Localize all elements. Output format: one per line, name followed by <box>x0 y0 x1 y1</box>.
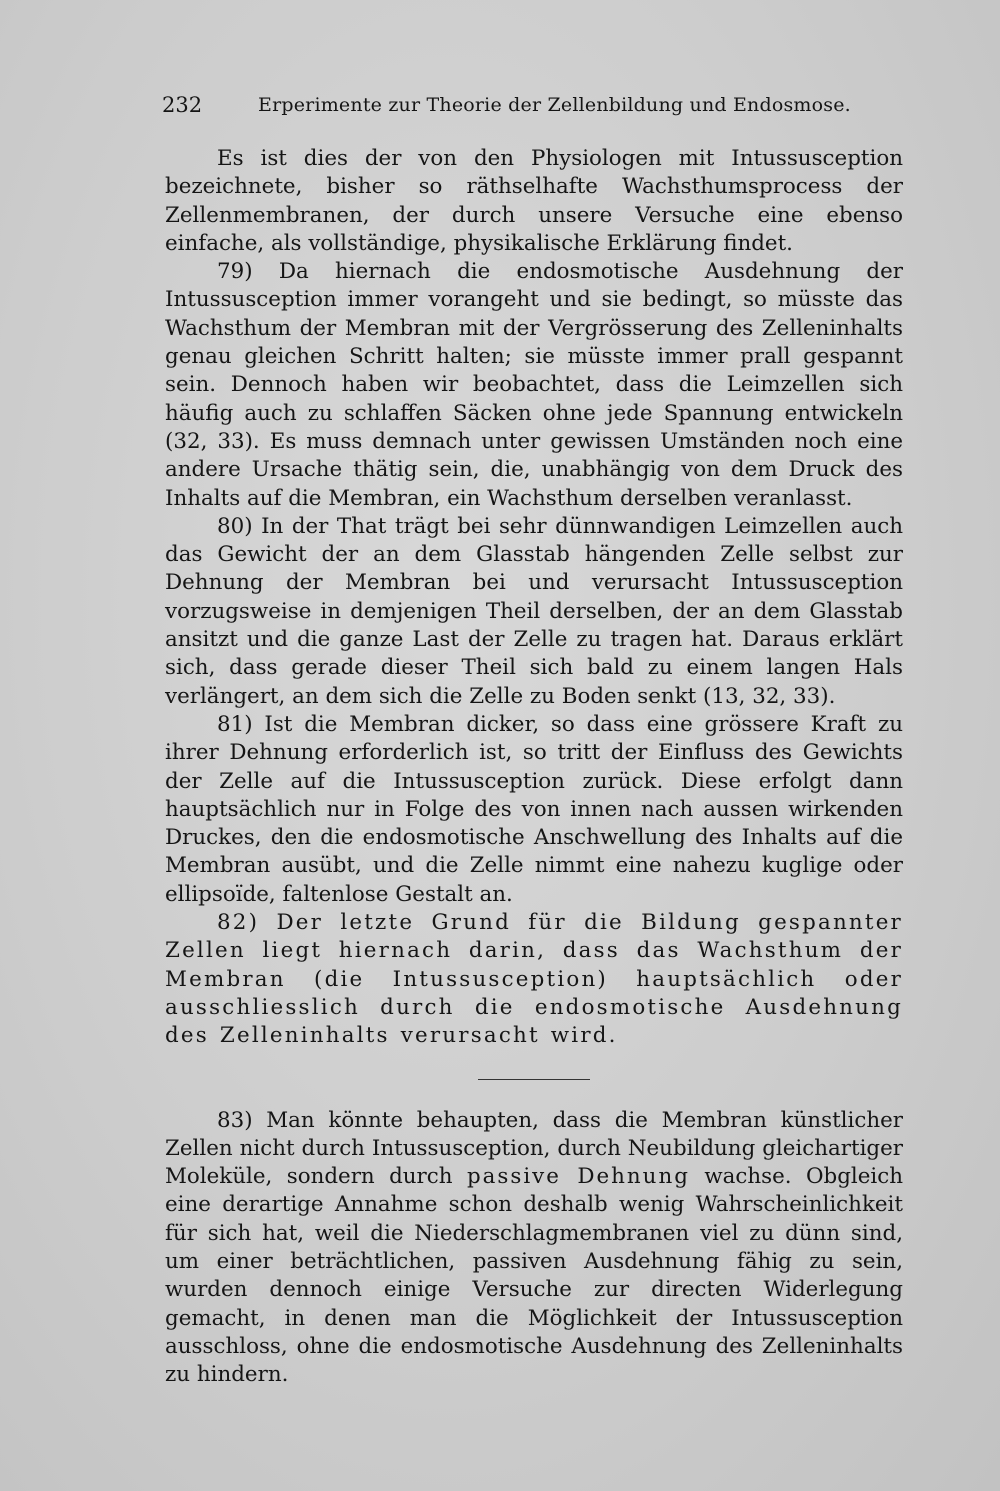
paragraph-83 <box>165 1107 903 1390</box>
body-text <box>165 145 903 1389</box>
paragraph-81: 81) Ist die Membran dicker, so dass eine grössere Kraft zu ihrer Dehnung erforderlich ist, so tritt der Einfluss des Gewichts der Zelle auf die Intussusception zurück. Diese erfolgt dann hauptsächlich nur in Folge des von innen nach aussen wirkenden Druckes, den die endosmotische Anschwellung des Inhalts auf die Membran ausübt, und die Zelle nimmt eine nahezu kuglige oder ellipsoïde, faltenlose Gestalt an. <box>165 711 903 907</box>
paragraph-83-emphasis: passive Dehnung <box>466 1164 690 1190</box>
running-head <box>162 90 902 120</box>
paragraph-intro: Es ist dies der von den Physiologen mit Intussusception bezeichnete, bisher so räthselhafte Wachsthumsprocess der Zellenmembranen, der durch unsere Versuche eine ebenso einfache, als vollständige, physikalische Erklärung findet. <box>165 146 903 256</box>
paragraph-79: 79) Da hiernach die endosmotische Ausdehnung der Intussusception immer vorangeht und sie bedingt, so müsste das Wachsthum der Membran mit der Vergrösserung des Zelleninhalts genau gleichen Schritt halten; sie müsste immer prall gespannt sein. Dennoch haben wir beobachtet, dass die Leimzellen sich häufig auch zu schlaffen Säcken ohne jede Spannung entwickeln (32, 33). Es muss demnach unter gewissen Umständen noch eine andere Ursache thätig sein, die, unabhängig von dem Druck des Inhalts auf die Membran, ein Wachsthum derselben veranlasst. <box>165 259 903 511</box>
paragraph-83-text-start: 83) Man könnte behaupten, dass die Membran künstlicher Zellen nicht durch Intussusception, durch Neubildung gleichartiger Moleküle, sondern durch <box>165 1107 903 1190</box>
section-divider <box>478 1079 590 1080</box>
paragraph-83-text-end: wachse. Obgleich eine derartige Annahme schon deshalb wenig Wahrscheinlichkeit für sich hat, weil die Niederschlagmembranen viel zu dünn sind, um einer beträchtlichen, passiven Ausdehnung fähig zu sein, wurden dennoch einige Versuche zur directen Widerlegung gemacht, in denen man die Möglichkeit der Intussusception ausschloss, ohne die endosmotische Ausdehnung des Zelleninhalts zu hindern. <box>165 1164 903 1388</box>
running-head-title: Erperimente zur Theorie der Zellenbildung und Endosmose. <box>258 94 851 116</box>
paragraph-82: 82) Der letzte Grund für die Bildung gespannter Zellen liegt hiernach darin, dass das Wachsthum der Membran (die Intussusception) hauptsächlich oder ausschliesslich durch die endosmotische Ausdehnung des Zelleninhalts verursacht wird. <box>165 910 903 1049</box>
paragraph-80: 80) In der That trägt bei sehr dünnwandigen Leimzellen auch das Gewicht der an dem Glasstab hängenden Zelle selbst zur Dehnung der Membran bei und verursacht Intussusception vorzugsweise in demjenigen Theil derselben, der an dem Glasstab ansitzt und die ganze Last der Zelle zu tragen hat. Daraus erklärt sich, dass gerade dieser Theil sich bald zu einem langen Hals verlängert, an dem sich die Zelle zu Boden senkt (13, 32, 33). <box>165 513 903 709</box>
page-number: 232 <box>162 93 203 117</box>
